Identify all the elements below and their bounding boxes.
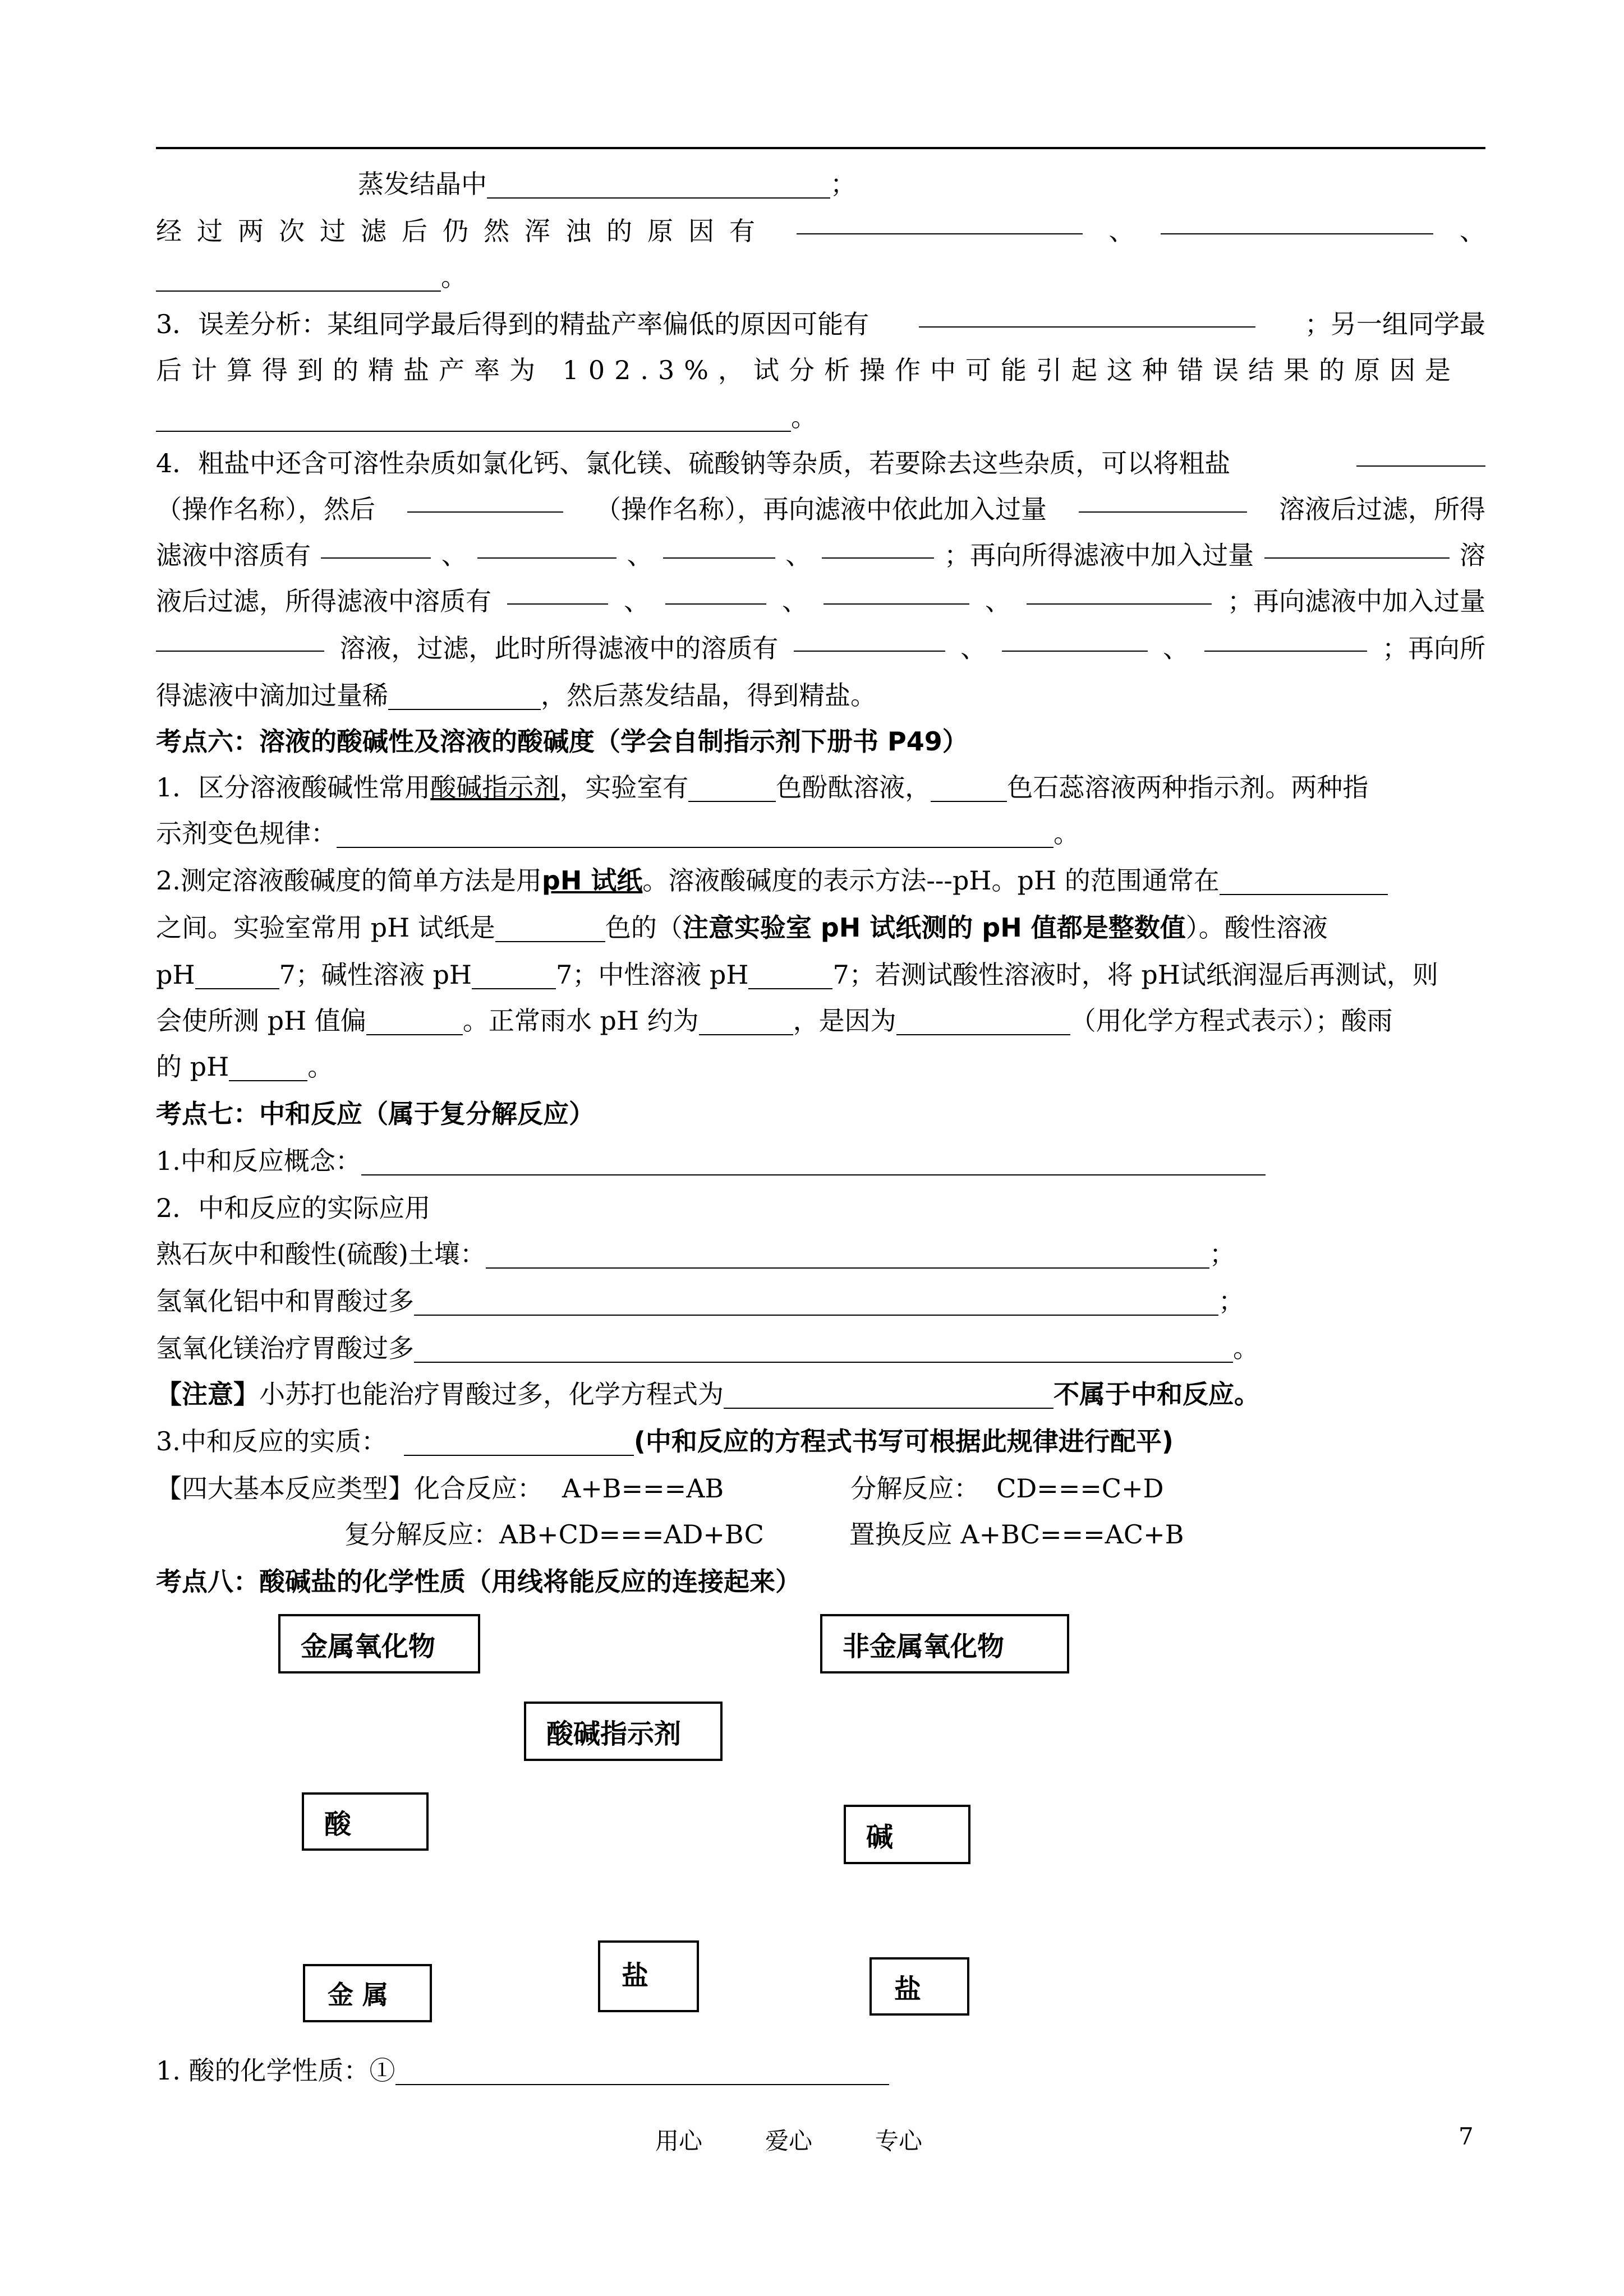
answer-blank[interactable] — [395, 2058, 889, 2085]
footer-word: 专心 — [875, 2127, 923, 2155]
box-salt-1[interactable]: 盐 — [598, 1940, 699, 2012]
answer-blank[interactable] — [1027, 578, 1212, 605]
answer-blank[interactable] — [361, 1149, 1266, 1175]
turbid-reason-line: 经过两次过滤后仍然浑浊的原因有 、 、 — [156, 208, 1485, 255]
answer-blank[interactable] — [495, 915, 605, 942]
answer-blank[interactable] — [229, 1054, 307, 1081]
answer-blank[interactable] — [486, 1242, 1209, 1269]
neutralization-app-title: 2．中和反应的实际应用 — [156, 1193, 431, 1223]
answer-blank[interactable] — [321, 532, 431, 559]
ph-line-1: 2.测定溶液酸碱度的简单方法是用pH 试纸。溶液酸碱度的表示方法---pH。pH 的范围通常在 — [156, 857, 1485, 904]
answer-blank[interactable] — [931, 775, 1007, 802]
answer-blank[interactable] — [472, 962, 556, 989]
ph-line-5: 的 pH 。 — [156, 1052, 334, 1082]
answer-blank[interactable] — [724, 1382, 1053, 1409]
answer-blank[interactable] — [1002, 625, 1148, 652]
footer-word: 爱心 — [765, 2127, 813, 2155]
answer-blank[interactable] — [665, 578, 766, 605]
reaction-types-line-1: 【四大基本反应类型】化合反应： A+B===AB 分解反应： CD===C+D — [156, 1473, 1164, 1504]
answer-blank[interactable] — [477, 532, 617, 559]
answer-blank[interactable] — [156, 265, 441, 292]
impurity-line-4: 液后过滤，所得滤液中溶质有 、 、 、 ；再向滤液中加入过量 — [156, 578, 1485, 625]
answer-blank[interactable] — [337, 821, 1053, 848]
answer-blank[interactable] — [156, 625, 324, 652]
impurity-line-1: 4．粗盐中还含可溶性杂质如氯化钙、氯化镁、硫酸钠等杂质，若要除去这些杂质，可以将粗盐 — [156, 440, 1485, 487]
indicator-line-2: 示剂变色规律： 。 — [156, 818, 1079, 849]
turbid-reason-line-2: 。 — [156, 253, 1485, 301]
reaction-types-line-2: 复分解反应：AB+CD===AD+BC 置换反应 A+BC===AC+B — [344, 1519, 1184, 1550]
ph-line-4: 会使所测 pH 值偏 。正常雨水 pH 约为 ，是因为 （用化学方程式表示）；酸雨 — [156, 1006, 1393, 1036]
answer-blank[interactable] — [1220, 868, 1388, 895]
answer-blank[interactable] — [1356, 440, 1485, 467]
answer-blank[interactable] — [414, 1336, 1233, 1363]
answer-blank[interactable] — [1204, 625, 1367, 652]
answer-blank[interactable] — [195, 962, 279, 989]
answer-blank[interactable] — [797, 208, 1083, 234]
section-heading-7: 考点七：中和反应（属于复分解反应） — [156, 1099, 595, 1129]
answer-blank[interactable] — [794, 625, 945, 652]
header-rule — [156, 147, 1485, 149]
box-salt-2[interactable]: 盐 — [869, 1957, 969, 2016]
neutralization-concept-line: 1.中和反应概念： — [156, 1137, 1485, 1184]
answer-blank[interactable] — [507, 578, 608, 605]
answer-blank[interactable] — [1079, 486, 1247, 513]
impurity-line-2: （操作名称），然后 （操作名称），再向滤液中依此加入过量 溶液后过滤，所得 — [156, 486, 1485, 533]
answer-blank[interactable] — [823, 578, 969, 605]
acid-properties-line: 1. 酸的化学性质：① — [156, 2047, 1485, 2094]
answer-blank[interactable] — [487, 172, 830, 199]
answer-blank[interactable] — [699, 1008, 793, 1035]
error-analysis-line-3: 。 — [156, 394, 1485, 441]
error-analysis-line: 3．误差分析：某组同学最后得到的精盐产率偏低的原因可能有 ；另一组同学最 — [156, 301, 1485, 348]
answer-blank[interactable] — [822, 532, 934, 559]
box-metal-oxide[interactable]: 金属氧化物 — [278, 1614, 480, 1673]
impurity-line-3: 滤液中溶质有 、 、 、 ；再向所得滤液中加入过量 溶 — [156, 532, 1485, 579]
indicator-line-1: 1．区分溶液酸碱性常用酸碱指示剂，实验室有 色酚酞溶液， 色石蕊溶液两种指示剂。两种指 — [156, 772, 1369, 803]
box-metal[interactable]: 金 属 — [303, 1964, 432, 2022]
answer-blank[interactable] — [663, 532, 775, 559]
ph-line-2: 之间。实验室常用 pH 试纸是 色的（注意实验室 pH 试纸测的 pH 值都是整数值）。酸性溶液 — [156, 912, 1328, 943]
answer-blank[interactable] — [688, 775, 776, 802]
note-line: 【注意】小苏打也能治疗胃酸过多，化学方程式为 不属于中和反应。 — [156, 1379, 1260, 1409]
answer-blank[interactable] — [366, 1008, 463, 1035]
answer-blank[interactable] — [407, 486, 563, 513]
section-heading-6: 考点六：溶液的酸碱性及溶液的酸碱度（学会自制指示剂下册书 P49） — [156, 726, 968, 757]
slaked-lime-line: 熟石灰中和酸性(硫酸)土壤： ； — [156, 1239, 1235, 1269]
answer-blank[interactable] — [1161, 208, 1433, 234]
impurity-line-6: 得滤液中滴加过量稀 ，然后蒸发结晶，得到精盐。 — [156, 680, 876, 711]
section-heading-8: 考点八：酸碱盐的化学性质（用线将能反应的连接起来） — [156, 1566, 801, 1597]
error-analysis-line-2: 后计算得到的精盐产率为 102.3%，试分析操作中可能引起这种错误结果的原因是 — [156, 355, 1461, 385]
answer-blank[interactable] — [156, 405, 791, 432]
answer-blank[interactable] — [404, 1429, 634, 1456]
answer-blank[interactable] — [414, 1289, 1218, 1316]
aluminium-hydroxide-line: 氢氧化铝中和胃酸过多 ； — [156, 1286, 1244, 1316]
footer-word: 用心 — [655, 2127, 703, 2155]
essence-line: 3.中和反应的实质： (中和反应的方程式书写可根据此规律进行配平) — [156, 1426, 1174, 1456]
page-number: 7 — [1459, 2123, 1474, 2150]
impurity-line-5: 溶液，过滤，此时所得滤液中的溶质有 、 、 ；再向所 — [156, 625, 1485, 672]
ph-line-3: pH 7；碱性溶液 pH 7；中性溶液 pH 7；若测试酸性溶液时，将 pH试纸润湿后再测试，则 — [156, 960, 1438, 990]
box-acid[interactable]: 酸 — [302, 1792, 429, 1851]
box-base[interactable]: 碱 — [844, 1805, 970, 1864]
answer-blank[interactable] — [919, 301, 1255, 328]
answer-blank[interactable] — [388, 683, 541, 710]
box-nonmetal-oxide[interactable]: 非金属氧化物 — [820, 1614, 1069, 1673]
magnesium-hydroxide-line: 氢氧化镁治疗胃酸过多 。 — [156, 1333, 1259, 1363]
answer-blank[interactable] — [1264, 532, 1450, 559]
evaporation-line: 蒸发结晶中 ； — [358, 169, 856, 199]
box-acid-base-indicator[interactable]: 酸碱指示剂 — [524, 1702, 723, 1761]
answer-blank[interactable] — [748, 962, 832, 989]
answer-blank[interactable] — [896, 1008, 1070, 1035]
